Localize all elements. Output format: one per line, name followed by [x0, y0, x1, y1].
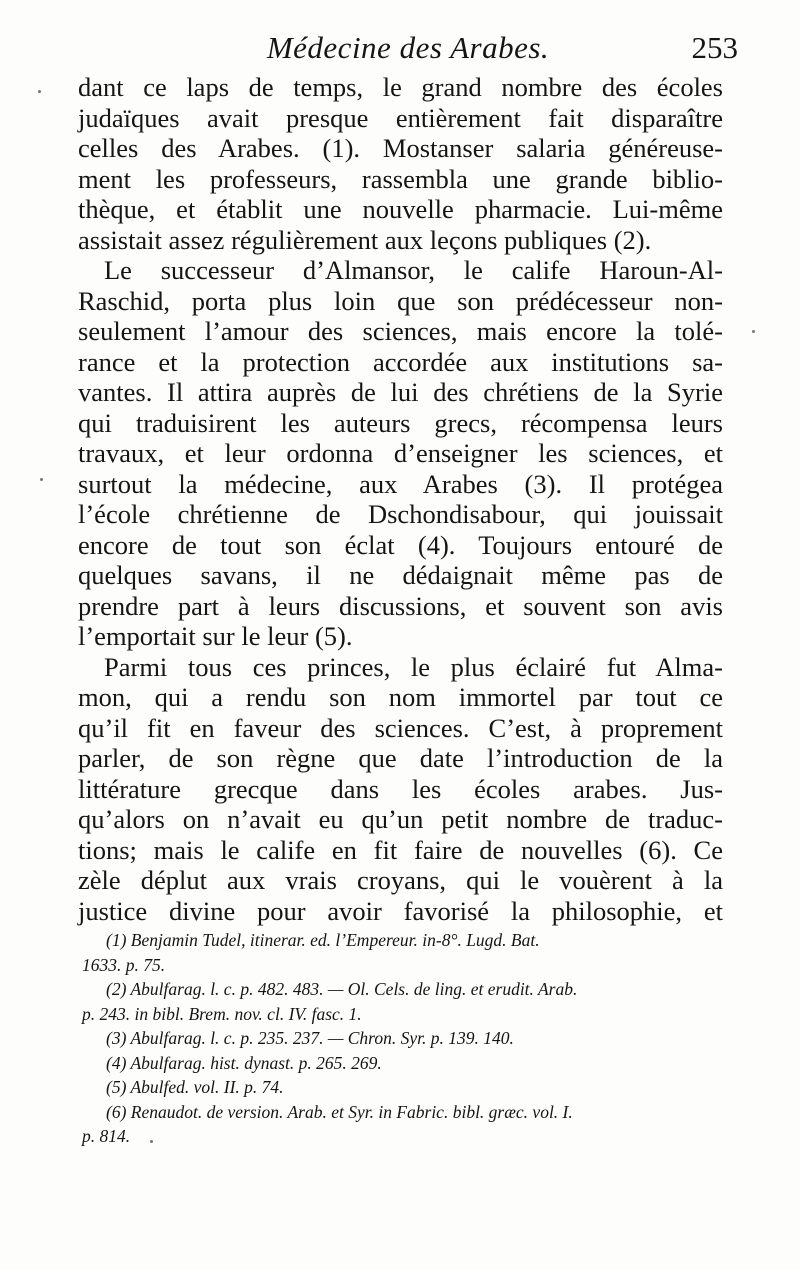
- paper-speck: [40, 478, 43, 481]
- footnote-line: p. 243. in bibl. Brem. nov. cl. IV. fasc. 1.: [82, 1003, 362, 1024]
- text-line: ment les professeurs, rassembla une grande biblio-: [78, 163, 723, 194]
- footnote-line: (5) Abulfed. vol. II. p. 74.: [106, 1077, 284, 1097]
- page-header: [78, 30, 738, 74]
- text-line: surtout la médecine, aux Arabes (3). Il protégea: [78, 468, 723, 499]
- text-line: qu’alors on n’avait eu qu’un petit nombre de traduc-: [78, 804, 723, 834]
- text-line: Parmi tous ces princes, le plus éclairé fut Alma-: [104, 651, 723, 682]
- text-line: assistait assez régulièrement aux leçons publiques (2).: [78, 224, 652, 255]
- text-line: l’emportait sur le leur (5).: [78, 621, 353, 651]
- text-line: rance et la protection accordée aux institutions sa-: [78, 346, 723, 377]
- text-line: qu’il fit en faveur des sciences. C’est, à proprement: [78, 712, 723, 743]
- paper-speck: [150, 1140, 153, 1143]
- footnote-line: (2) Abulfarag. l. c. p. 482. 483. — Ol. Cels. de ling. et erudit. Arab.: [106, 979, 578, 999]
- footnote-line: p. 814.: [82, 1126, 131, 1146]
- text-line: tions; mais le calife en fit faire de nouvelles (6). Ce: [78, 834, 723, 865]
- text-line: quelques savans, il ne dédaignait même pas de: [78, 560, 723, 590]
- text-line: zèle déplut aux vrais croyans, qui le vouèrent à la: [78, 865, 723, 895]
- main-text: [78, 72, 723, 926]
- footnotes: [82, 928, 724, 1149]
- text-line: qui traduisirent les auteurs grecs, récompensa leurs: [78, 407, 723, 438]
- paper-speck: [752, 330, 755, 333]
- text-line: l’école chrétienne de Dschondisabour, qui jouissait: [78, 499, 723, 529]
- text-line: judaïques avait presque entièrement fait disparaître: [78, 102, 723, 133]
- text-line: celles des Arabes. (1). Mostanser salaria généreuse-: [78, 133, 723, 163]
- text-line: dant ce laps de temps, le grand nombre des écoles: [78, 72, 723, 102]
- text-line: mon, qui a rendu son nom immortel par tout ce: [78, 682, 723, 712]
- text-line: thèque, et établit une nouvelle pharmacie. Lui-même: [78, 194, 723, 224]
- text-line: justice divine pour avoir favorisé la philosophie, et: [78, 895, 723, 926]
- footnote-line: (4) Abulfarag. hist. dynast. p. 265. 269.: [106, 1052, 382, 1073]
- text-line: Le successeur d’Almansor, le calife Haroun-Al-: [104, 255, 723, 285]
- footnote-line: (6) Renaudot. de version. Arab. et Syr. in Fabric. bibl. græc. vol. I.: [106, 1101, 573, 1122]
- footnote-line: 1633. p. 75.: [82, 954, 166, 975]
- footnote-line: (1) Benjamin Tudel, itinerar. ed. l’Empereur. in-8°. Lugd. Bat.: [106, 930, 540, 950]
- running-title: Médecine des Arabes.: [266, 30, 550, 65]
- text-line: prendre part à leurs discussions, et souvent son avis: [78, 590, 723, 621]
- text-line: seulement l’amour des sciences, mais encore la tolé-: [78, 316, 723, 346]
- paper-speck: [38, 90, 41, 93]
- text-line: encore de tout son éclat (4). Toujours entouré de: [78, 529, 723, 560]
- text-line: travaux, et leur ordonna d’enseigner les sciences, et: [78, 438, 723, 468]
- footnote-line: (3) Abulfarag. l. c. p. 235. 237. — Chron. Syr. p. 139. 140.: [106, 1028, 514, 1048]
- page-number: 253: [691, 30, 738, 65]
- text-line: vantes. Il attira auprès de lui des chrétiens de la Syrie: [78, 377, 723, 407]
- text-line: littérature grecque dans les écoles arabes. Jus-: [78, 773, 723, 804]
- text-line: parler, de son règne que date l’introduction de la: [78, 743, 723, 773]
- text-line: Raschid, porta plus loin que son prédécesseur non-: [78, 285, 723, 316]
